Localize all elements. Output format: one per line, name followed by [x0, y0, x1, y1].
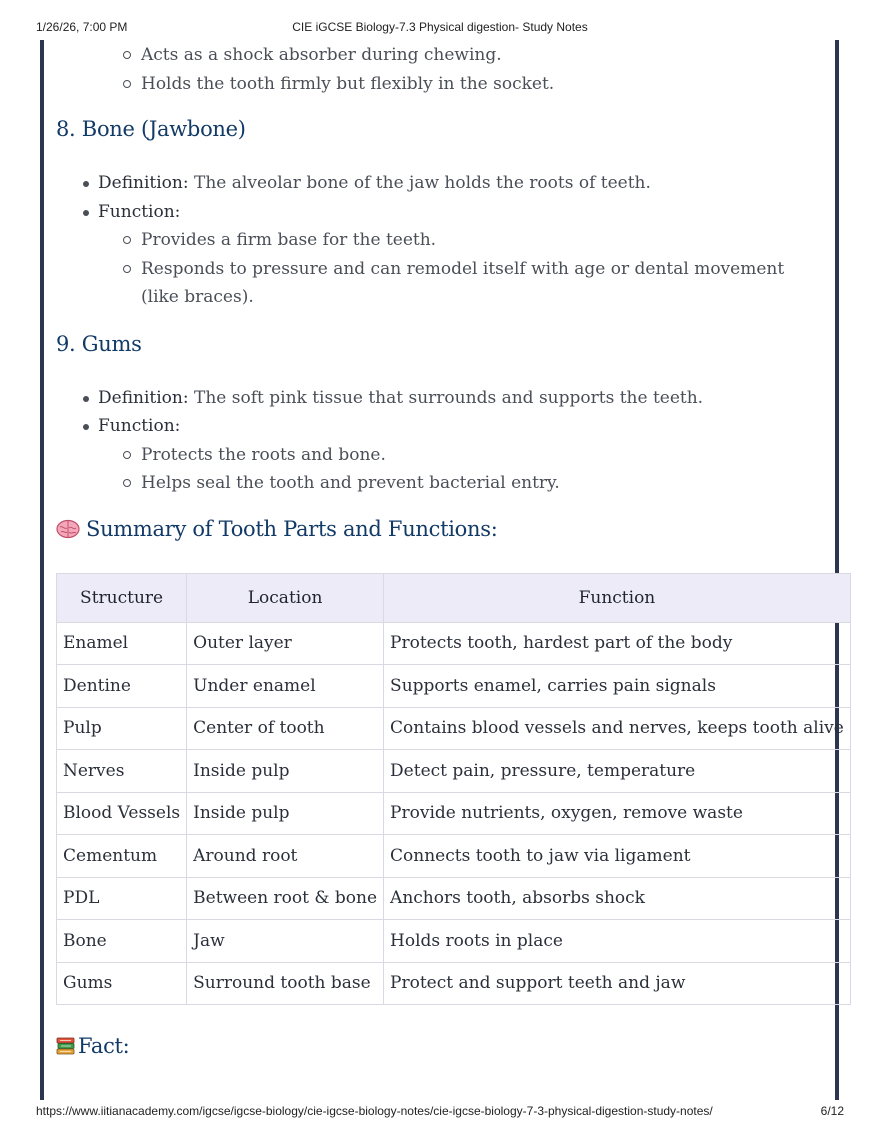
table-cell: Holds roots in place — [384, 920, 851, 963]
table-cell: Protects tooth, hardest part of the body — [384, 622, 851, 665]
function-label: Function: — [98, 201, 181, 222]
gums-function-list — [56, 441, 816, 498]
table-cell: Dentine — [57, 665, 187, 708]
left-border — [40, 40, 44, 1100]
page-number: 6/12 — [820, 1104, 844, 1118]
table-cell: Protect and support teeth and jaw — [384, 962, 851, 1005]
print-date: 1/26/26, 7:00 PM — [36, 20, 128, 34]
table-cell: Bone — [57, 920, 187, 963]
table-cell: Between root & bone — [187, 877, 384, 920]
summary-heading-text: Summary of Tooth Parts and Functions: — [86, 516, 498, 541]
table-cell: Around root — [187, 835, 384, 878]
list-item: Provides a firm base for the teeth. — [56, 226, 816, 255]
brain-icon — [56, 519, 80, 544]
table-row — [57, 750, 851, 793]
table-row — [57, 665, 851, 708]
pdl-function-list — [56, 41, 816, 98]
print-title: CIE iGCSE Biology-7.3 Physical digestion- Study Notes — [292, 20, 588, 34]
page-content — [56, 40, 844, 1061]
gums-heading: 9. Gums — [56, 331, 142, 356]
fact-heading — [56, 1034, 816, 1061]
definition-label: Definition: — [98, 173, 189, 193]
table-cell: Gums — [57, 962, 187, 1005]
bone-function-list — [56, 226, 816, 312]
list-item: Helps seal the tooth and prevent bacterial entry. — [56, 469, 816, 498]
table-cell: Supports enamel, carries pain signals — [384, 665, 851, 708]
books-icon — [56, 1036, 76, 1061]
table-cell: Anchors tooth, absorbs shock — [384, 877, 851, 920]
summary-heading — [56, 517, 816, 544]
column-header: Location — [187, 573, 384, 622]
table-cell: Contains blood vessels and nerves, keeps tooth alive — [384, 707, 851, 750]
table-row — [57, 835, 851, 878]
list-item: Protects the roots and bone. — [56, 441, 816, 470]
table-cell: Outer layer — [187, 622, 384, 665]
table-cell: Under enamel — [187, 665, 384, 708]
table-cell: Center of tooth — [187, 707, 384, 750]
gums-function — [56, 412, 816, 498]
table-cell: Detect pain, pressure, temperature — [384, 750, 851, 793]
table-cell: PDL — [57, 877, 187, 920]
list-item: Acts as a shock absorber during chewing. — [56, 41, 816, 70]
bone-function — [56, 198, 816, 312]
table-cell: Inside pulp — [187, 792, 384, 835]
table-row — [57, 877, 851, 920]
table-cell: Provide nutrients, oxygen, remove waste — [384, 792, 851, 835]
list-item: Holds the tooth firmly but flexibly in the socket. — [56, 70, 816, 99]
gums-list — [56, 384, 816, 498]
table-cell: Pulp — [57, 707, 187, 750]
bone-definition — [56, 169, 816, 198]
table-cell: Enamel — [57, 622, 187, 665]
print-url: https://www.iitianacademy.com/igcse/igcse-biology/cie-igcse-biology-notes/cie-igcse-biology-7-3-physical-digestion-study-notes/ — [36, 1104, 713, 1118]
table-row — [57, 622, 851, 665]
table-cell: Inside pulp — [187, 750, 384, 793]
table-row — [57, 707, 851, 750]
fact-heading-text: Fact: — [78, 1034, 130, 1058]
definition-text: The alveolar bone of the jaw holds the roots of teeth. — [188, 173, 651, 193]
table-row — [57, 962, 851, 1005]
table-body — [57, 622, 851, 1005]
summary-table — [56, 573, 851, 1006]
table-row — [57, 792, 851, 835]
table-cell: Blood Vessels — [57, 792, 187, 835]
table-cell: Jaw — [187, 920, 384, 963]
bone-list — [56, 169, 816, 312]
function-label: Function: — [98, 416, 181, 436]
table-cell: Nerves — [57, 750, 187, 793]
table-cell: Cementum — [57, 835, 187, 878]
table-cell: Connects tooth to jaw via ligament — [384, 835, 851, 878]
table-header-row — [57, 573, 851, 622]
gums-definition — [56, 384, 816, 413]
bone-heading: 8. Bone (Jawbone) — [56, 117, 246, 141]
definition-text: The soft pink tissue that surrounds and supports the teeth. — [188, 387, 704, 408]
column-header: Structure — [57, 573, 187, 622]
list-item: Responds to pressure and can remodel itself with age or dental movement (like braces). — [56, 255, 816, 312]
table-cell: Surround tooth base — [187, 962, 384, 1005]
table-row — [57, 920, 851, 963]
column-header: Function — [384, 573, 851, 622]
definition-label: Definition: — [98, 387, 189, 408]
